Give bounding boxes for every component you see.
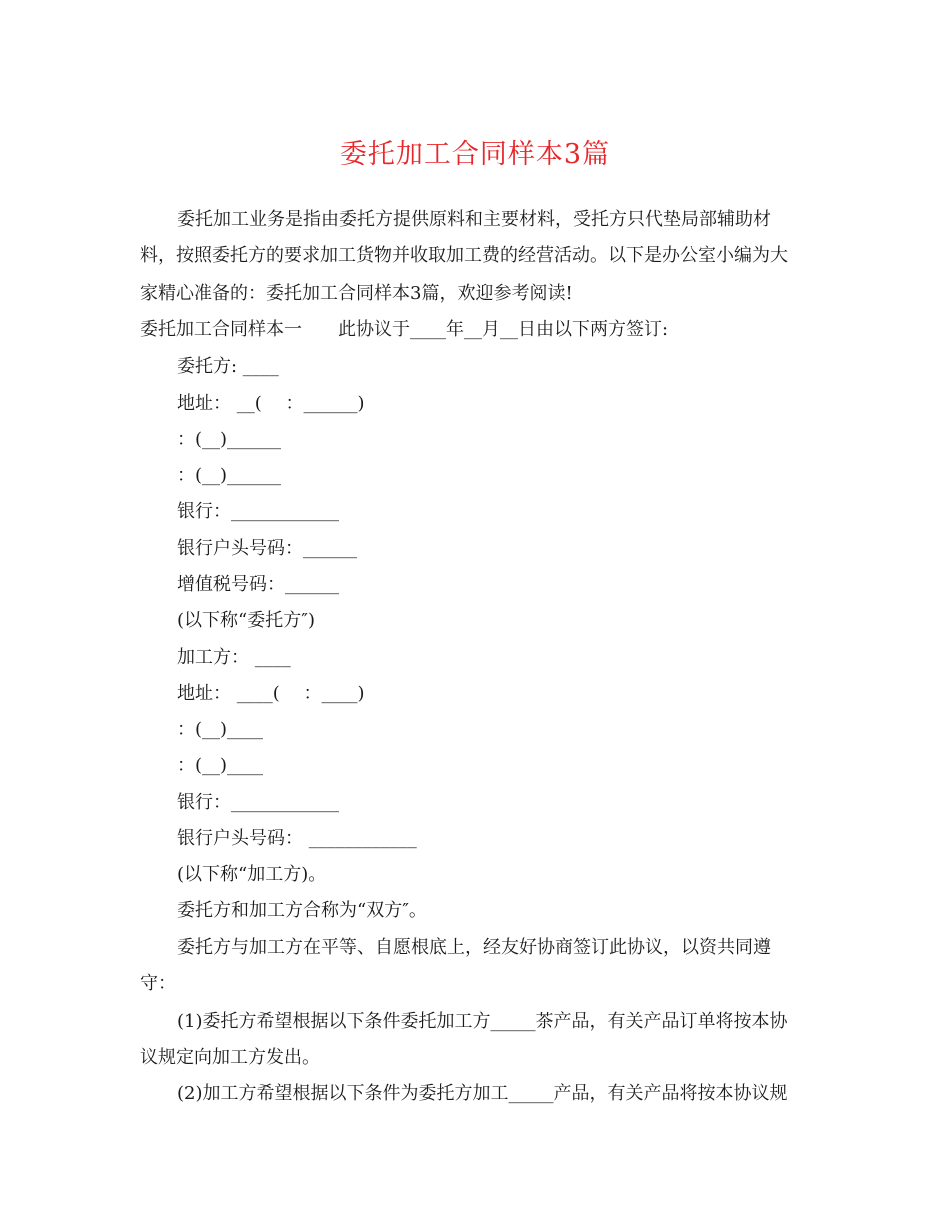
sample-opening: 此协议于____年__月__日由以下两方签订:	[338, 319, 669, 340]
principal-line-2: ：(__)______	[177, 465, 282, 486]
processor-address: 地址： ____( ：____)	[177, 683, 365, 704]
clause2-line-1: (2)加工方希望根据以下条件为委托方加工_____产品，有关产品将按本协议规	[177, 1083, 788, 1104]
principal-address: 地址： __( ：______)	[177, 393, 365, 414]
principal-bank: 银行：____________	[177, 501, 339, 522]
intro-line-1: 委托加工业务是指由委托方提供原料和主要材料，受托方只代垫局部辅助材	[177, 209, 771, 230]
processor-name: 加工方： ____	[177, 647, 291, 668]
principal-line-1: ：(__)______	[177, 429, 282, 450]
document-title: 委托加工合同样本3篇	[339, 139, 611, 170]
both-parties: 委托方和加工方合称为“双方″。	[177, 900, 427, 921]
clause1-line-2: 议规定向加工方发出。	[140, 1047, 320, 1068]
principal-tax: 增值税号码：______	[177, 574, 339, 595]
processor-bank: 银行：____________	[177, 792, 339, 813]
principal-name: 委托方: ____	[177, 356, 279, 377]
principal-alias: (以下称“委托方″)	[177, 610, 315, 631]
processor-account: 银行户头号码： ____________	[177, 828, 417, 849]
principal-account: 银行户头号码：______	[177, 538, 357, 559]
sample-heading: 委托加工合同样本一	[140, 319, 302, 340]
sample-heading-row	[140, 318, 668, 342]
agreement-line-1: 委托方与加工方在平等、自愿根底上，经友好协商签订此协议，以资共同遵	[177, 937, 771, 958]
intro-line-3: 家精心准备的：委托加工合同样本3篇，欢迎参考阅读!	[140, 283, 573, 304]
processor-line-1: ：(__)____	[177, 719, 264, 740]
processor-alias: (以下称“加工方)。	[177, 864, 327, 885]
intro-line-2: 料，按照委托方的要求加工货物并收取加工费的经营活动。以下是办公室小编为大	[140, 245, 788, 266]
agreement-line-2: 守：	[140, 973, 176, 994]
clause1-line-1: (1)委托方希望根据以下条件委托加工方_____茶产品，有关产品订单将按本协	[177, 1011, 788, 1032]
processor-line-2: ：(__)____	[177, 755, 264, 776]
